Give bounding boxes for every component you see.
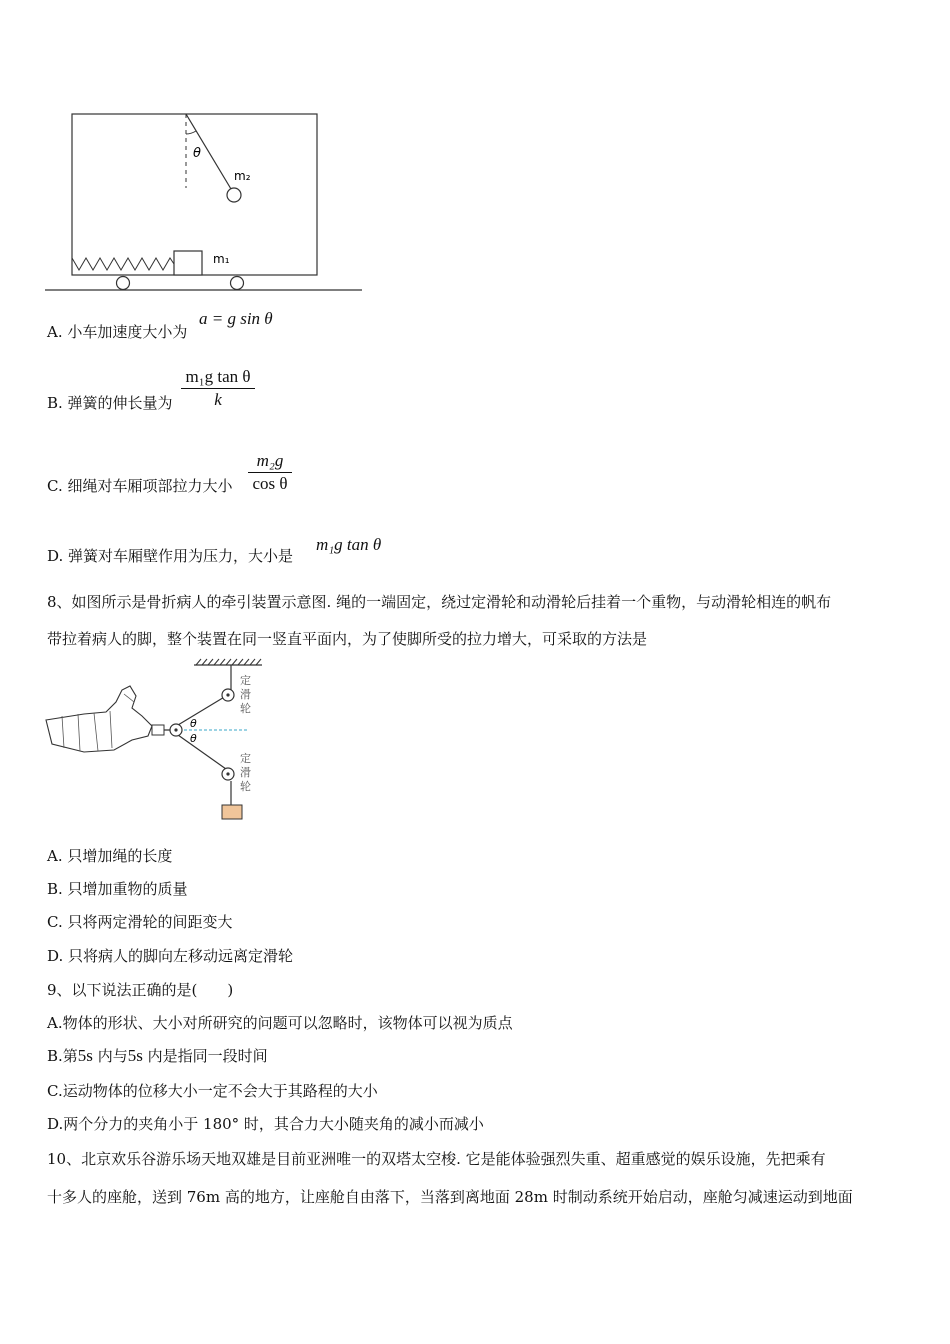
theta-upper: θ xyxy=(190,717,197,730)
q7-a-formula: a = g sin θ xyxy=(199,309,273,328)
q9-b-s2: 5s xyxy=(127,1046,143,1065)
q9-stem: 9、以下说法正确的是( ) xyxy=(47,981,234,999)
q7-c-fraction xyxy=(248,451,292,494)
q9-b-mid: 内与 xyxy=(97,1047,128,1065)
q7-b-denominator: k xyxy=(214,390,222,409)
q7-b-text: B. 弹簧的伸长量为 xyxy=(47,394,173,412)
q9-b-post: 内是指同一段时间 xyxy=(147,1047,268,1065)
q9-b-pre: B.第 xyxy=(47,1047,78,1065)
hanging-weight xyxy=(222,805,242,819)
q7-c-denominator: cos θ xyxy=(252,474,288,493)
q7-b-numerator: m₁g tan θ xyxy=(185,367,251,386)
q7-a-text: A. 小车加速度大小为 xyxy=(47,323,188,341)
q8-stem-line1: 8、如图所示是骨折病人的牵引装置示意图. 绳的一端固定，绕过定滑轮和动滑轮后挂着一个重物，与动滑轮相连的帆布 xyxy=(47,593,832,611)
q10-stem-line2: 十多人的座舱，送到 76m 高的地方，让座舱自由落下，当落到离地面 28m 时制动系统开始启动，座舱匀减速运动到地面 xyxy=(47,1188,853,1206)
q9-option-d: D.两个分力的夹角小于 180° 时，其合力大小随夹角的减小而减小 xyxy=(47,1115,484,1133)
theta-lower: θ xyxy=(190,732,197,745)
q7-d-formula: m₁g tan θ xyxy=(316,535,382,554)
q7-c-text: C. 细绳对车厢项部拉力大小 xyxy=(47,477,233,495)
block-m1 xyxy=(174,251,202,275)
cart-figure xyxy=(40,108,370,298)
q9-option-b xyxy=(47,1046,268,1066)
ceiling-hatch xyxy=(196,659,261,665)
q7-b-fraction xyxy=(181,367,255,410)
pendulum-ball-m2 xyxy=(227,188,241,202)
wheel-left xyxy=(117,277,130,290)
q9-b-s1: 5s xyxy=(77,1046,93,1065)
q7-d-text: D. 弹簧对车厢壁作用为压力，大小是 xyxy=(47,547,294,565)
m1-label: m₁ xyxy=(213,252,230,266)
spring xyxy=(72,258,174,270)
q8-option-d: D. 只将病人的脚向左移动远离定滑轮 xyxy=(47,947,294,965)
theta-label: θ xyxy=(193,146,201,161)
q8-stem-line2: 带拉着病人的脚，整个装置在同一竖直平面内，为了使脚所受的拉力增大，可采取的方法是 xyxy=(47,630,648,648)
q7-c-numerator: m₂g xyxy=(256,451,284,470)
q8-option-b: B. 只增加重物的质量 xyxy=(47,880,188,898)
clip xyxy=(152,725,164,735)
q8-option-c: C. 只将两定滑轮的间距变大 xyxy=(47,913,233,931)
q10-stem-line1: 10、北京欢乐谷游乐场天地双雄是目前亚洲唯一的双塔太空梭. 它是能体验强烈失重、超重感觉的娱乐设施，先把乘有 xyxy=(47,1150,826,1168)
m2-label: m₂ xyxy=(234,169,251,183)
q9-option-a: A.物体的形状、大小对所研究的问题可以忽略时，该物体可以视为质点 xyxy=(47,1014,513,1032)
q8-option-a: A. 只增加绳的长度 xyxy=(47,847,173,865)
angle-arc xyxy=(186,131,196,134)
traction-figure xyxy=(44,656,274,826)
bottom-pulley-label: 定滑轮 xyxy=(240,752,251,793)
wheel-right xyxy=(231,277,244,290)
top-pulley-label: 定滑轮 xyxy=(240,674,251,715)
q9-option-c: C.运动物体的位移大小一定不会大于其路程的大小 xyxy=(47,1082,378,1100)
